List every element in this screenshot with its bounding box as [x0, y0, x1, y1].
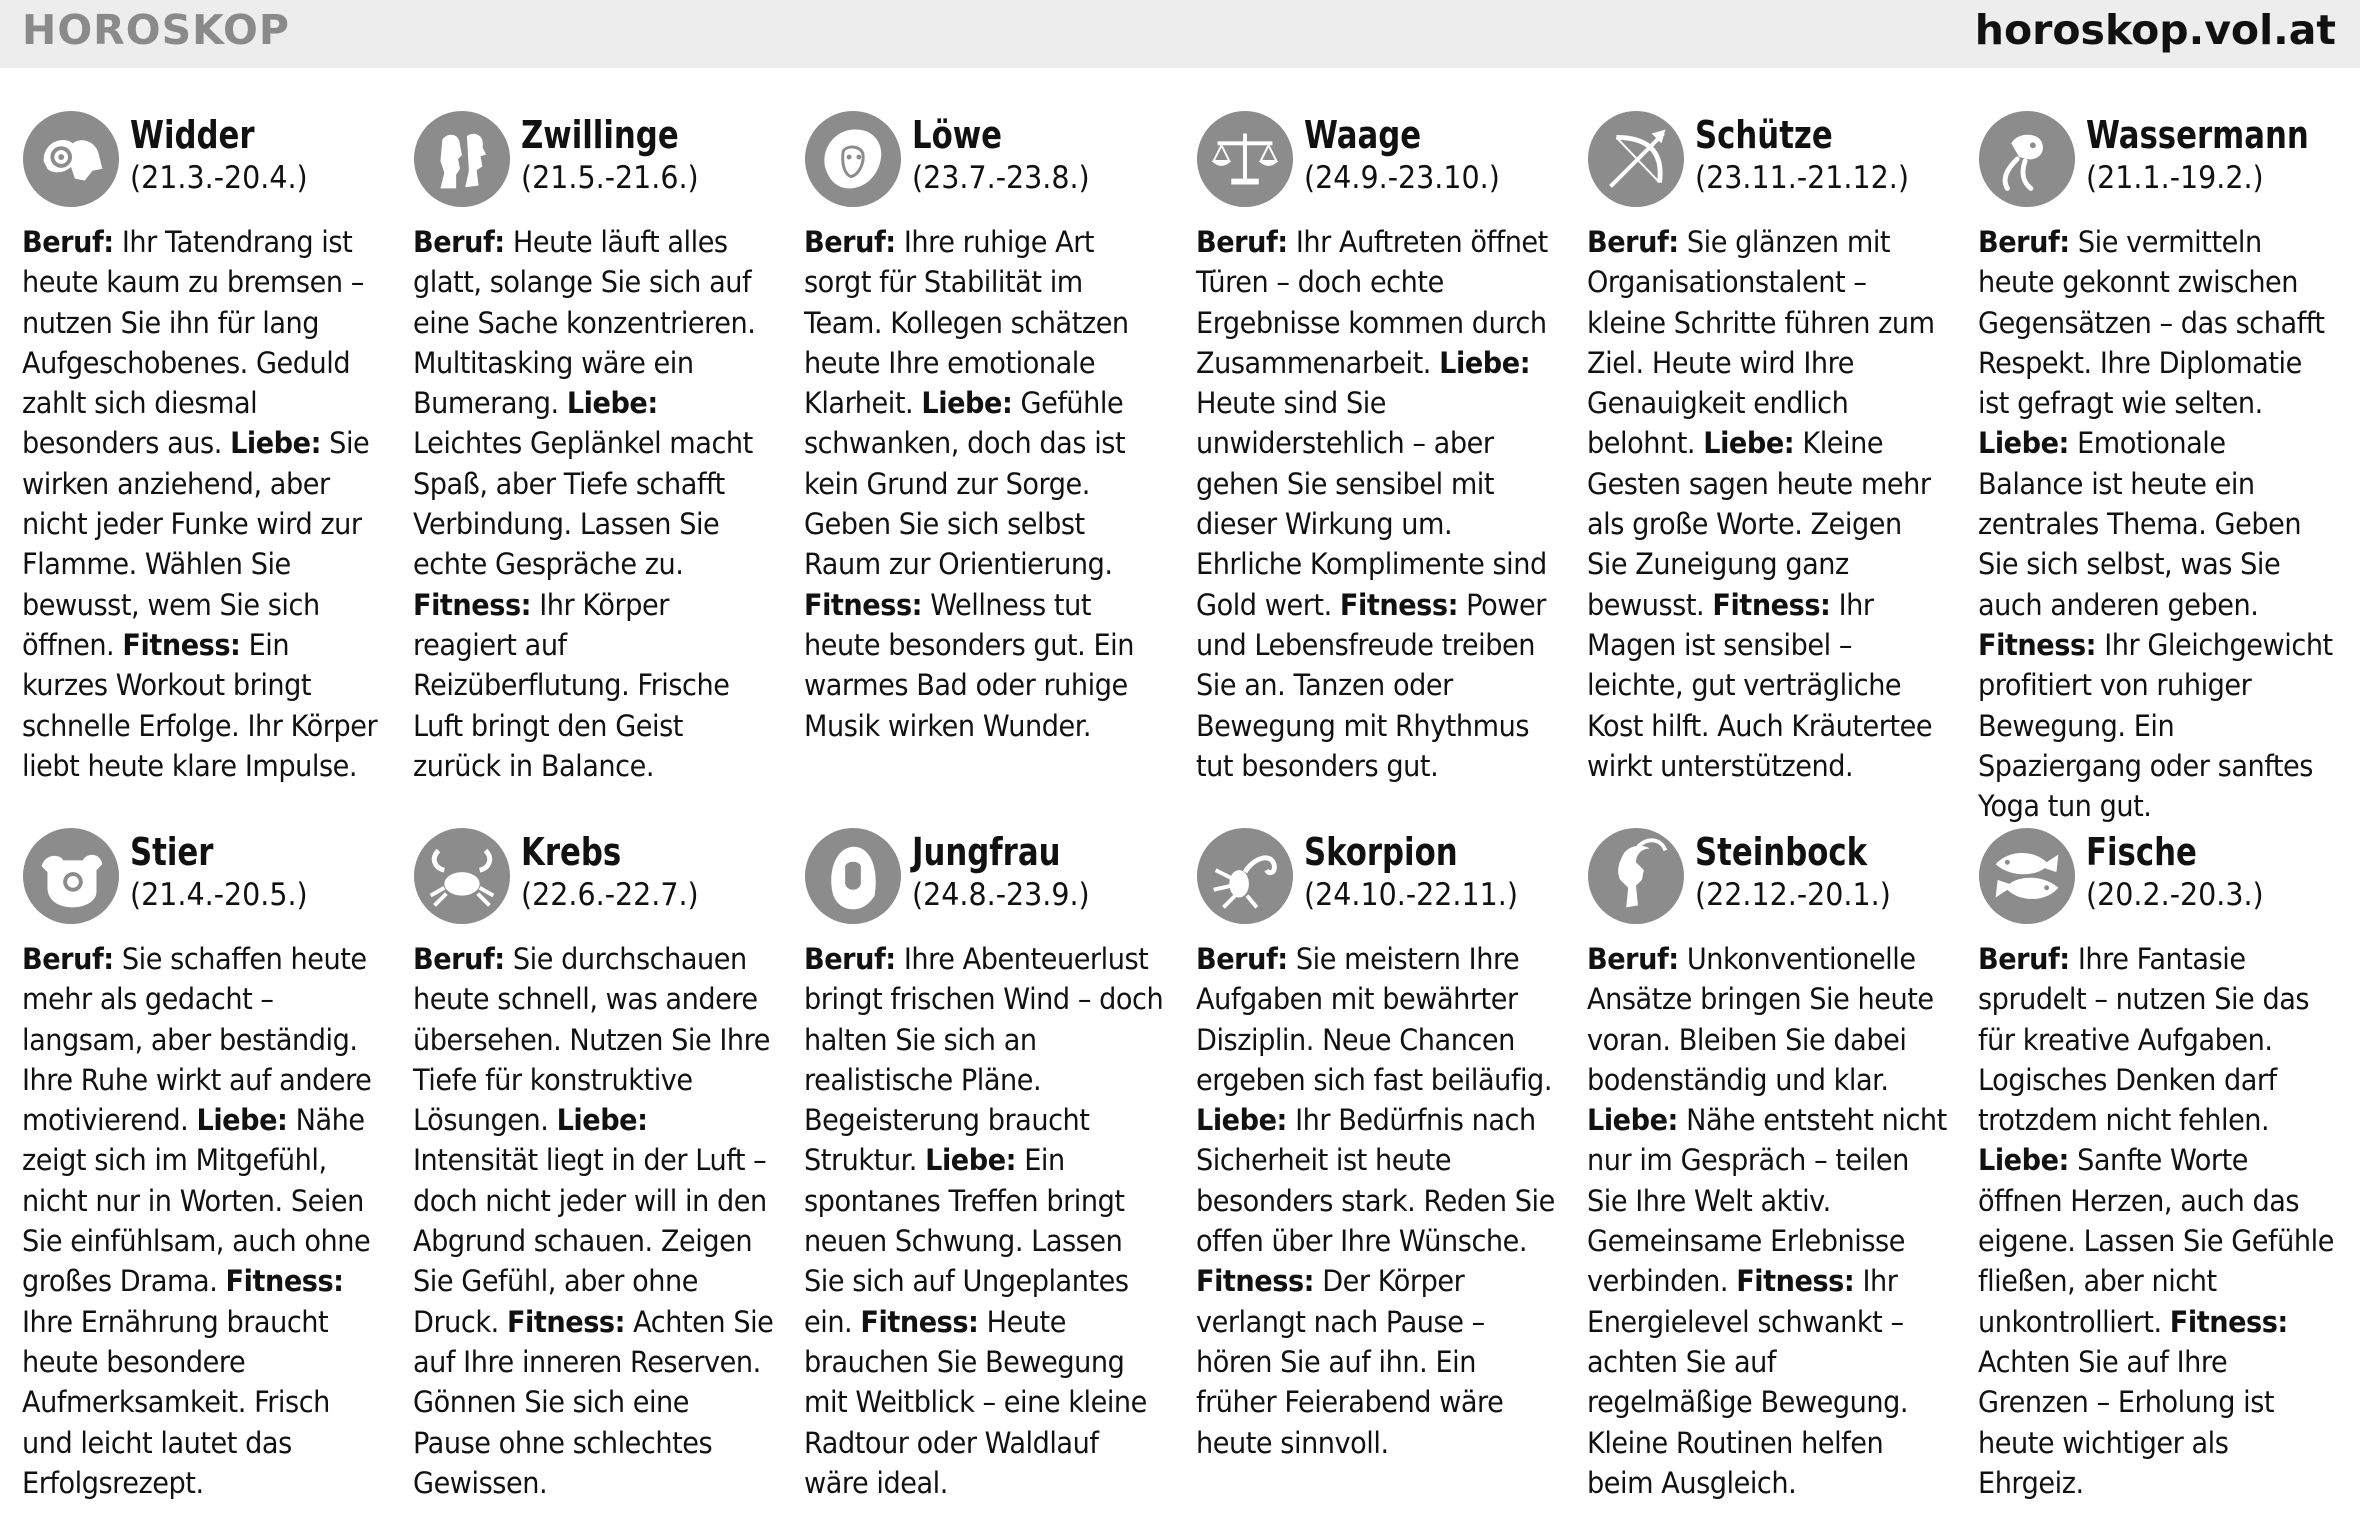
label-beruf: Beruf: [1978, 942, 2070, 976]
label-beruf: Beruf: [1587, 942, 1679, 976]
label-beruf: Beruf: [22, 942, 114, 976]
text-beruf: Ihr Tatendrang ist heute kaum zu bremsen – nutzen Sie ihn für lang Aufgeschobenes. Geduld zahlt sich diesmal besonders aus. [22, 225, 364, 461]
label-liebe: Liebe: [556, 1103, 648, 1138]
label-liebe: Liebe: [196, 1103, 288, 1138]
label-liebe: Liebe: [1196, 1103, 1287, 1138]
sign-dates: (24.10.-22.11.) [1304, 877, 1518, 913]
sign-dates: (21.4.-20.5.) [130, 877, 308, 913]
text-fitness: Ihre Ernährung braucht heute besondere Aufmerksamkeit. Frisch und leicht lautet das Erfolgsrezept. [22, 1304, 330, 1500]
label-liebe: Liebe: [925, 1143, 1017, 1178]
text-liebe: Ihr Bedürfnis nach Sicherheit ist heute besonders stark. Reden Sie offen über Ihre Wünsche. [1196, 1103, 1555, 1259]
label-beruf: Beruf: [1978, 225, 2070, 259]
sign-name: Wassermann [2086, 113, 2309, 157]
sign-text [1978, 939, 2339, 1503]
label-fitness: Fitness: [1978, 627, 2097, 662]
sign-text [1978, 222, 2339, 826]
bull-icon [22, 827, 120, 925]
text-fitness: Ihr Energielevel schwankt – achten Sie auf regelmäßige Bewegung. Kleine Routinen helfen beim Ausgleich. [1587, 1264, 1909, 1500]
goat-icon [1587, 827, 1685, 925]
text-fitness: Der Körper verlangt nach Pause – hören Sie auf ihn. Ein früher Feierabend wäre heute sinnvoll. [1196, 1264, 1504, 1460]
label-beruf: Beruf: [804, 942, 896, 976]
label-beruf: Beruf: [1587, 225, 1679, 259]
text-beruf: Ihr Auftreten öffnet Türen – doch echte Ergebnisse kommen durch Zusammenarbeit. [1196, 225, 1548, 380]
label-liebe: Liebe: [1703, 426, 1795, 461]
sign-name: Waage [1304, 113, 1422, 157]
label-fitness: Fitness: [1339, 587, 1458, 622]
sign-text [22, 939, 383, 1503]
text-liebe: Kleine Gesten sagen heute mehr als große Worte. Zeigen Sie Zuneigung ganz bewusst. [1587, 426, 1931, 622]
label-beruf: Beruf: [1196, 942, 1288, 976]
sign-dates: (24.9.-23.10.) [1304, 160, 1500, 196]
text-beruf: Ihre ruhige Art sorgt für Stabilität im Team. Kollegen schätzen heute Ihre emotionale Klarheit. [804, 225, 1129, 421]
sign-text [804, 222, 1165, 746]
text-beruf: Sie durchschauen heute schnell, was andere übersehen. Nutzen Sie Ihre Tiefe für konstruktive Lösungen. [413, 942, 770, 1138]
text-beruf: Sie schaffen heute mehr als gedacht – langsam, aber beständig. Ihre Ruhe wirkt auf andere motivierend. [22, 942, 372, 1138]
label-fitness: Fitness: [1736, 1264, 1855, 1299]
text-fitness: Achten Sie auf Ihre Grenzen – Erholung ist heute wichtiger als Ehrgeiz. [1978, 1344, 2275, 1500]
sign-name: Widder [130, 113, 255, 157]
sign-text [413, 222, 774, 786]
text-beruf: Sie glänzen mit Organisationstalent – kleine Schritte führen zum Ziel. Heute wird Ihre Genauigkeit endlich belohnt. [1587, 225, 1935, 461]
text-liebe: Leichtes Geplänkel macht Spaß, aber Tiefe schafft Verbindung. Lassen Sie echte Gespräche zu. [413, 426, 753, 582]
virgin-icon [804, 827, 902, 925]
text-beruf: Unkonventionelle Ansätze bringen Sie heute voran. Bleiben Sie dabei bodenständig und klar. [1587, 942, 1934, 1097]
sign-name: Zwillinge [521, 113, 679, 157]
sign-text [1196, 939, 1557, 1463]
sign-text [1587, 222, 1948, 786]
sign-name: Skorpion [1304, 830, 1458, 874]
text-fitness: Heute brauchen Sie Bewegung mit Weitblick – eine kleine Radtour oder Waldlauf wäre ideal. [804, 1304, 1147, 1500]
text-fitness: Ihr Gleichgewicht profitiert von ruhiger Bewegung. Ein Spaziergang oder sanftes Yoga tun gut. [1978, 627, 2333, 824]
scales-icon [1196, 110, 1294, 208]
page-title: HOROSKOP [22, 6, 290, 54]
label-liebe: Liebe: [1439, 345, 1531, 380]
sign-name: Krebs [521, 830, 622, 874]
sign-dates: (21.1.-19.2.) [2086, 160, 2264, 196]
text-fitness: Ihr Magen ist sensibel – leichte, gut verträgliche Kost hilft. Auch Kräutertee wirkt unterstützend. [1587, 587, 1933, 783]
sign-text [22, 222, 383, 786]
sign-dates: (22.12.-20.1.) [1695, 877, 1891, 913]
label-fitness: Fitness: [1712, 587, 1831, 622]
text-liebe: Sie wirken anziehend, aber nicht jeder Funke wird zur Flamme. Wählen Sie bewusst, wem Sie sich öffnen. [22, 426, 370, 662]
text-liebe: Intensität liegt in der Luft – doch nicht jeder will in den Abgrund schauen. Zeigen Sie Gefühl, aber ohne Druck. [413, 1143, 767, 1339]
label-beruf: Beruf: [804, 225, 896, 259]
sign-dates: (21.5.-21.6.) [521, 160, 699, 196]
sign-name: Stier [130, 830, 214, 874]
text-liebe: Emotionale Balance ist heute ein zentrales Thema. Geben Sie sich selbst, was Sie auch anderen geben. [1978, 426, 2302, 622]
label-beruf: Beruf: [22, 225, 114, 259]
sign-dates: (23.7.-23.8.) [912, 160, 1090, 196]
label-liebe: Liebe: [230, 426, 321, 461]
text-fitness: Power und Lebensfreude treiben Sie an. Tanzen oder Bewegung mit Rhythmus tut besonders gut. [1196, 587, 1546, 783]
site-url[interactable]: horoskop.vol.at [1974, 6, 2336, 54]
sign-text [1196, 222, 1557, 786]
archer-icon [1587, 110, 1685, 208]
label-liebe: Liebe: [1978, 426, 2069, 461]
sign-dates: (23.11.-21.12.) [1695, 160, 1909, 196]
text-fitness: Ein kurzes Workout bringt schnelle Erfolge. Ihr Körper liebt heute klare Impulse. [22, 627, 378, 783]
label-fitness: Fitness: [506, 1304, 625, 1339]
text-fitness: Achten Sie auf Ihre inneren Reserven. Gönnen Sie sich eine Pause ohne schlechtes Gewissen. [413, 1304, 774, 1500]
text-beruf: Ihre Fantasie sprudelt – nutzen Sie das für kreative Aufgaben. Logisches Denken darf trotzdem nicht fehlen. [1978, 942, 2310, 1138]
water-bearer-icon [1978, 110, 2076, 208]
label-fitness: Fitness: [413, 587, 532, 622]
label-fitness: Fitness: [122, 627, 241, 662]
sign-name: Jungfrau [912, 830, 1061, 874]
text-liebe: Heute sind Sie unwiderstehlich – aber gehen Sie sensibel mit dieser Wirkung um. Ehrliche Komplimente sind Gold wert. [1196, 386, 1547, 622]
scorpion-icon [1196, 827, 1294, 925]
sign-text [804, 939, 1165, 1503]
text-fitness: Wellness tut heute besonders gut. Ein warmes Bad oder ruhige Musik wirken Wunder. [804, 587, 1134, 743]
sign-dates: (21.3.-20.4.) [130, 160, 308, 196]
label-liebe: Liebe: [1587, 1103, 1678, 1138]
label-liebe: Liebe: [921, 386, 1013, 421]
text-liebe: Ein spontanes Treffen bringt neuen Schwung. Lassen Sie sich auf Ungeplantes ein. [804, 1143, 1129, 1339]
text-liebe: Nähe zeigt sich im Mitgefühl, nicht nur in Worten. Seien Sie einfühlsam, auch ohne großes Drama. [22, 1103, 371, 1299]
sign-name: Steinbock [1695, 830, 1868, 874]
text-beruf: Ihre Abenteuerlust bringt frischen Wind – doch halten Sie sich an realistische Pläne. Begeisterung braucht Struktur. [804, 942, 1164, 1178]
sign-name: Löwe [912, 113, 1003, 157]
text-liebe: Sanfte Worte öffnen Herzen, auch das eigene. Lassen Sie Gefühle fließen, aber nicht unkontrolliert. [1978, 1143, 2334, 1339]
sign-name: Fische [2086, 830, 2197, 874]
ram-icon [22, 110, 120, 208]
label-beruf: Beruf: [1196, 225, 1288, 259]
text-beruf: Sie meistern Ihre Aufgaben mit bewährter Disziplin. Neue Chancen ergeben sich fast beiläufig. [1196, 942, 1552, 1097]
fish-icon [1978, 827, 2076, 925]
twins-icon [413, 110, 511, 208]
sign-text [413, 939, 774, 1503]
label-beruf: Beruf: [413, 942, 505, 976]
text-beruf: Heute läuft alles glatt, solange Sie sich auf eine Sache konzentrieren. Multitasking wäre ein Bumerang. [413, 225, 756, 421]
sign-text [1587, 939, 1948, 1503]
text-liebe: Nähe entsteht nicht nur im Gespräch – teilen Sie Ihre Welt aktiv. Gemeinsame Erlebnisse verbinden. [1587, 1103, 1947, 1299]
label-liebe: Liebe: [566, 386, 658, 421]
sign-dates: (22.6.-22.7.) [521, 877, 699, 913]
sign-dates: (20.2.-20.3.) [2086, 877, 2264, 913]
label-fitness: Fitness: [2169, 1304, 2288, 1339]
label-fitness: Fitness: [1196, 1264, 1315, 1299]
label-liebe: Liebe: [1978, 1143, 2069, 1178]
label-fitness: Fitness: [860, 1304, 979, 1339]
sign-dates: (24.8.-23.9.) [912, 877, 1090, 913]
crab-icon [413, 827, 511, 925]
lion-icon [804, 110, 902, 208]
text-fitness: Ihr Körper reagiert auf Reizüberflutung. Frische Luft bringt den Geist zurück in Balance. [413, 587, 730, 783]
text-beruf: Sie vermitteln heute gekonnt zwischen Gegensätzen – das schafft Respekt. Ihre Diplomatie ist gefragt wie selten. [1978, 225, 2325, 421]
label-beruf: Beruf: [413, 225, 505, 259]
sign-name: Schütze [1695, 113, 1833, 157]
text-liebe: Gefühle schwanken, doch das ist kein Grund zur Sorge. Geben Sie sich selbst Raum zur Orientierung. [804, 386, 1126, 582]
label-fitness: Fitness: [225, 1264, 344, 1299]
label-fitness: Fitness: [804, 587, 923, 622]
